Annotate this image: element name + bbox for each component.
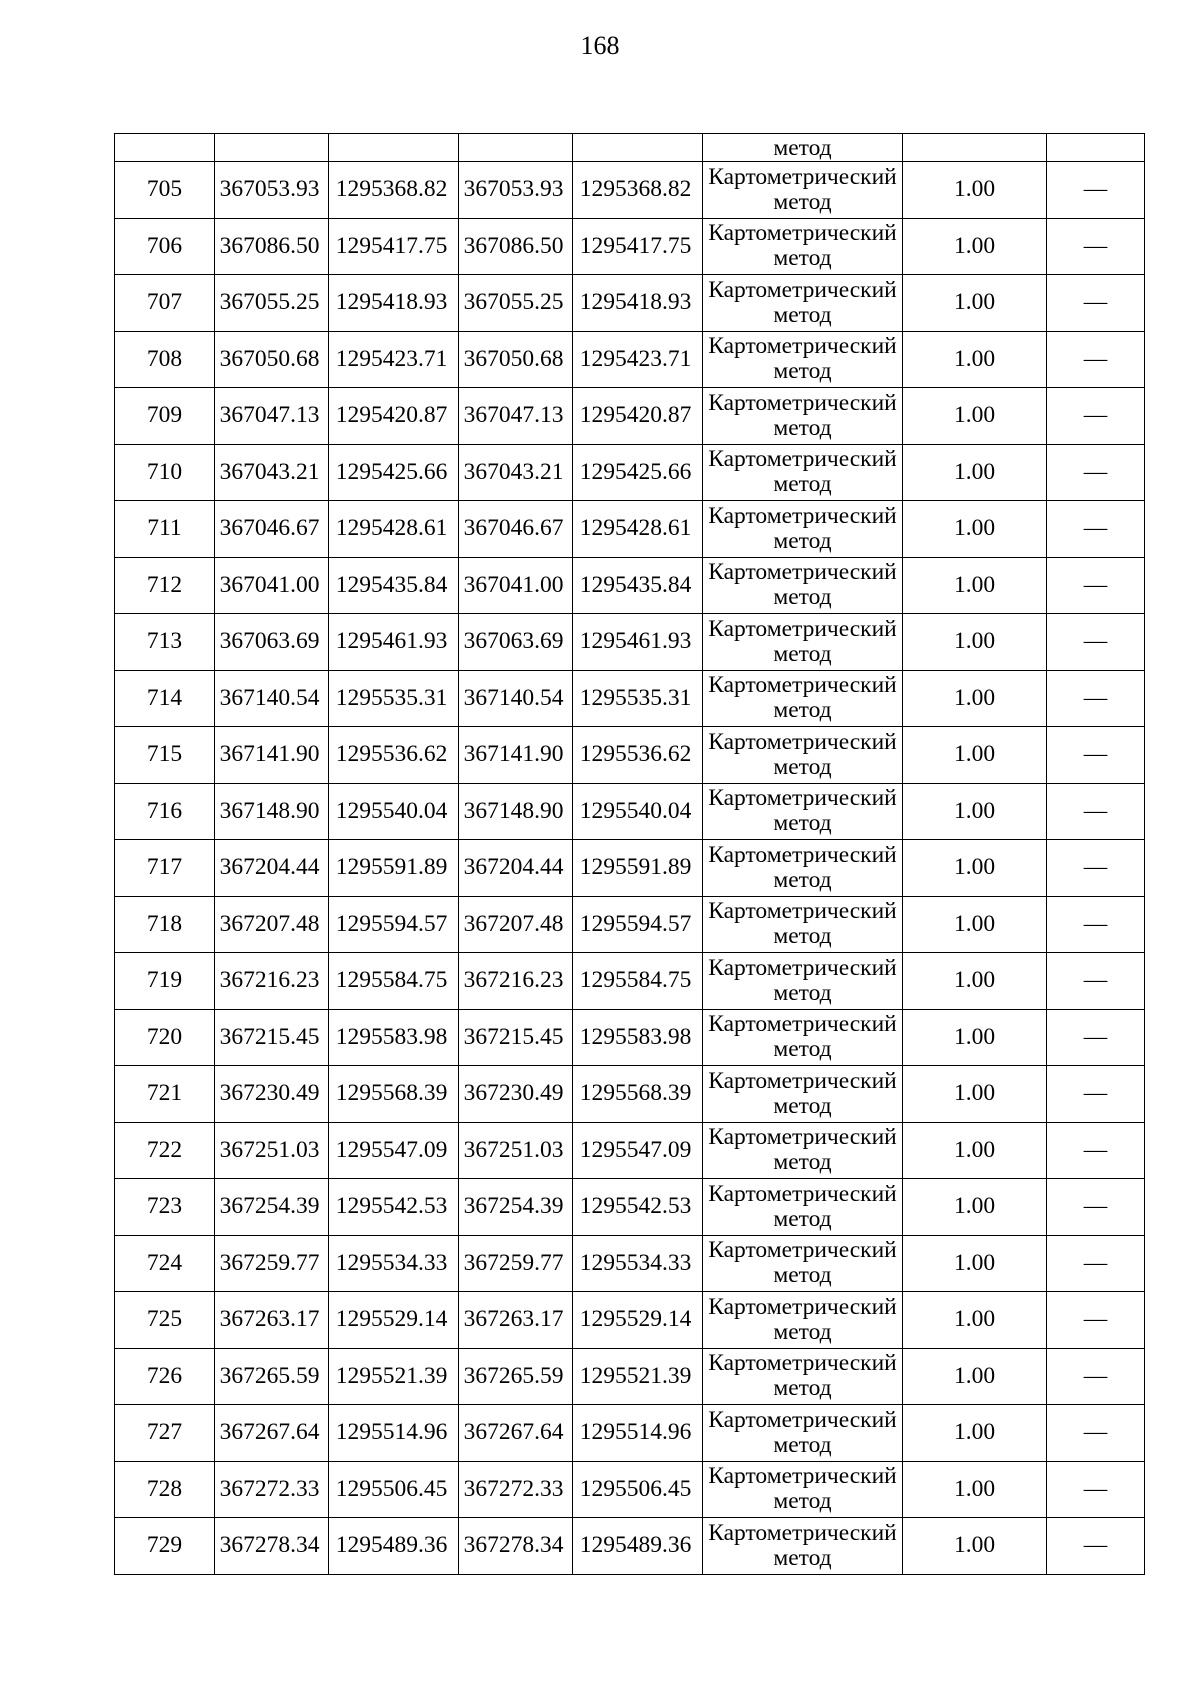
x-existing-cell: 367140.54 — [215, 670, 329, 727]
table-row — [115, 557, 1145, 614]
method-line-1: Картометрический — [708, 785, 897, 812]
method-line-2: метод — [773, 753, 832, 780]
y-new-cell: 1295540.04 — [573, 783, 703, 840]
point-number-cell: 710 — [115, 444, 215, 501]
note-cell: — — [1047, 953, 1145, 1010]
x-existing-cell: 367043.21 — [215, 444, 329, 501]
method-line-1: Картометрический — [708, 1463, 897, 1490]
point-number-cell: 706 — [115, 218, 215, 275]
method-line-1: Картометрический — [708, 559, 897, 586]
point-number-cell: 725 — [115, 1292, 215, 1349]
y-new-cell: 1295417.75 — [573, 218, 703, 275]
note-cell: — — [1047, 275, 1145, 332]
table-row — [115, 275, 1145, 332]
x-new-cell: 367046.67 — [459, 501, 573, 558]
method-line-1: Картометрический — [708, 728, 897, 755]
continuation-row — [115, 134, 1145, 162]
page-number: 168 — [580, 31, 620, 60]
note-cell: — — [1047, 727, 1145, 784]
table-row — [115, 896, 1145, 953]
x-existing-cell: 367047.13 — [215, 388, 329, 445]
x-new-cell: 367207.48 — [459, 896, 573, 953]
x-new-cell: 367263.17 — [459, 1292, 573, 1349]
method-cell — [703, 670, 903, 727]
note-cell: — — [1047, 1235, 1145, 1292]
y-existing-cell: 1295594.57 — [329, 896, 459, 953]
y-existing-cell: 1295506.45 — [329, 1461, 459, 1518]
method-line-1: Картометрический — [708, 389, 897, 416]
y-new-cell: 1295547.09 — [573, 1122, 703, 1179]
y-new-cell: 1295591.89 — [573, 840, 703, 897]
y-new-cell: 1295521.39 — [573, 1348, 703, 1405]
table-cell — [459, 134, 573, 162]
point-number-cell: 715 — [115, 727, 215, 784]
table-cell — [215, 134, 329, 162]
x-new-cell: 367050.68 — [459, 331, 573, 388]
method-cell — [703, 1405, 903, 1462]
method-line-2: метод — [773, 527, 832, 554]
method-cell — [703, 896, 903, 953]
method-cell — [703, 1122, 903, 1179]
x-existing-cell: 367141.90 — [215, 727, 329, 784]
method-cell — [703, 1235, 903, 1292]
table-row — [115, 614, 1145, 671]
table-row — [115, 1518, 1145, 1575]
table-row — [115, 162, 1145, 219]
continuation-method-cell: метод — [703, 134, 903, 162]
method-line-2: метод — [773, 810, 832, 837]
x-existing-cell: 367215.45 — [215, 1009, 329, 1066]
x-existing-cell: 367055.25 — [215, 275, 329, 332]
y-existing-cell: 1295534.33 — [329, 1235, 459, 1292]
table-row — [115, 727, 1145, 784]
y-existing-cell: 1295583.98 — [329, 1009, 459, 1066]
table-row — [115, 388, 1145, 445]
x-existing-cell: 367050.68 — [215, 331, 329, 388]
note-cell: — — [1047, 162, 1145, 219]
x-existing-cell: 367251.03 — [215, 1122, 329, 1179]
y-existing-cell: 1295428.61 — [329, 501, 459, 558]
accuracy-cell: 1.00 — [903, 953, 1047, 1010]
x-new-cell: 367086.50 — [459, 218, 573, 275]
table-cell — [573, 134, 703, 162]
point-number-cell: 720 — [115, 1009, 215, 1066]
accuracy-cell: 1.00 — [903, 1348, 1047, 1405]
method-line-2: метод — [773, 1488, 832, 1515]
note-cell: — — [1047, 614, 1145, 671]
table-row — [115, 783, 1145, 840]
method-line-1: Картометрический — [708, 672, 897, 699]
point-number-cell: 723 — [115, 1179, 215, 1236]
accuracy-cell: 1.00 — [903, 783, 1047, 840]
y-new-cell: 1295514.96 — [573, 1405, 703, 1462]
table-row — [115, 1122, 1145, 1179]
method-cell — [703, 840, 903, 897]
y-new-cell: 1295542.53 — [573, 1179, 703, 1236]
y-new-cell: 1295583.98 — [573, 1009, 703, 1066]
method-cell — [703, 1518, 903, 1575]
note-cell: — — [1047, 896, 1145, 953]
accuracy-cell: 1.00 — [903, 614, 1047, 671]
y-new-cell: 1295506.45 — [573, 1461, 703, 1518]
x-new-cell: 367259.77 — [459, 1235, 573, 1292]
point-number-cell: 729 — [115, 1518, 215, 1575]
method-line-1: Картометрический — [708, 1519, 897, 1546]
x-existing-cell: 367086.50 — [215, 218, 329, 275]
accuracy-cell: 1.00 — [903, 896, 1047, 953]
note-cell: — — [1047, 331, 1145, 388]
y-existing-cell: 1295547.09 — [329, 1122, 459, 1179]
x-new-cell: 367047.13 — [459, 388, 573, 445]
x-existing-cell: 367230.49 — [215, 1066, 329, 1123]
method-cell — [703, 331, 903, 388]
y-existing-cell: 1295535.31 — [329, 670, 459, 727]
y-existing-cell: 1295425.66 — [329, 444, 459, 501]
x-existing-cell: 367148.90 — [215, 783, 329, 840]
x-existing-cell: 367259.77 — [215, 1235, 329, 1292]
method-line-2: метод — [773, 471, 832, 498]
y-existing-cell: 1295418.93 — [329, 275, 459, 332]
x-existing-cell: 367204.44 — [215, 840, 329, 897]
accuracy-cell: 1.00 — [903, 1235, 1047, 1292]
note-cell: — — [1047, 444, 1145, 501]
method-cell — [703, 953, 903, 1010]
method-line-1: Картометрический — [708, 898, 897, 925]
table-cell — [1047, 134, 1145, 162]
y-existing-cell: 1295461.93 — [329, 614, 459, 671]
table-row — [115, 840, 1145, 897]
table-row — [115, 1066, 1145, 1123]
method-line-2: метод — [773, 640, 832, 667]
method-cell — [703, 1292, 903, 1349]
note-cell: — — [1047, 557, 1145, 614]
point-number-cell: 709 — [115, 388, 215, 445]
x-existing-cell: 367265.59 — [215, 1348, 329, 1405]
method-line-1: Картометрический — [708, 220, 897, 247]
point-number-cell: 728 — [115, 1461, 215, 1518]
y-existing-cell: 1295591.89 — [329, 840, 459, 897]
accuracy-cell: 1.00 — [903, 162, 1047, 219]
y-existing-cell: 1295489.36 — [329, 1518, 459, 1575]
point-number-cell: 716 — [115, 783, 215, 840]
table-row — [115, 1235, 1145, 1292]
x-new-cell: 367053.93 — [459, 162, 573, 219]
table-cell — [903, 134, 1047, 162]
point-number-cell: 713 — [115, 614, 215, 671]
y-new-cell: 1295534.33 — [573, 1235, 703, 1292]
x-new-cell: 367278.34 — [459, 1518, 573, 1575]
table-row — [115, 1292, 1145, 1349]
point-number-cell: 721 — [115, 1066, 215, 1123]
method-line-2: метод — [773, 584, 832, 611]
note-cell: — — [1047, 783, 1145, 840]
method-line-1: Картометрический — [708, 1180, 897, 1207]
point-number-cell: 714 — [115, 670, 215, 727]
x-new-cell: 367265.59 — [459, 1348, 573, 1405]
accuracy-cell: 1.00 — [903, 670, 1047, 727]
accuracy-cell: 1.00 — [903, 1292, 1047, 1349]
method-cell — [703, 162, 903, 219]
method-cell — [703, 1066, 903, 1123]
x-existing-cell: 367278.34 — [215, 1518, 329, 1575]
method-line-1: Картометрический — [708, 163, 897, 190]
method-line-2: метод — [773, 358, 832, 385]
y-new-cell: 1295423.71 — [573, 331, 703, 388]
x-new-cell: 367267.64 — [459, 1405, 573, 1462]
method-cell — [703, 1461, 903, 1518]
y-existing-cell: 1295540.04 — [329, 783, 459, 840]
x-existing-cell: 367053.93 — [215, 162, 329, 219]
y-existing-cell: 1295435.84 — [329, 557, 459, 614]
accuracy-cell: 1.00 — [903, 1518, 1047, 1575]
y-new-cell: 1295425.66 — [573, 444, 703, 501]
method-line-2: метод — [773, 188, 832, 215]
accuracy-cell: 1.00 — [903, 557, 1047, 614]
y-existing-cell: 1295584.75 — [329, 953, 459, 1010]
y-new-cell: 1295584.75 — [573, 953, 703, 1010]
method-line-2: метод — [773, 1092, 832, 1119]
method-line-1: Картометрический — [708, 615, 897, 642]
method-line-2: метод — [773, 923, 832, 950]
point-number-cell: 719 — [115, 953, 215, 1010]
table-row — [115, 1179, 1145, 1236]
point-number-cell: 727 — [115, 1405, 215, 1462]
x-new-cell: 367216.23 — [459, 953, 573, 1010]
method-line-1: Картометрический — [708, 1124, 897, 1151]
accuracy-cell: 1.00 — [903, 388, 1047, 445]
accuracy-cell: 1.00 — [903, 501, 1047, 558]
x-new-cell: 367043.21 — [459, 444, 573, 501]
x-existing-cell: 367267.64 — [215, 1405, 329, 1462]
note-cell: — — [1047, 670, 1145, 727]
note-cell: — — [1047, 1066, 1145, 1123]
method-cell — [703, 1348, 903, 1405]
table-row — [115, 1461, 1145, 1518]
y-new-cell: 1295536.62 — [573, 727, 703, 784]
method-line-2: метод — [773, 1375, 832, 1402]
method-line-1: Картометрический — [708, 1406, 897, 1433]
y-existing-cell: 1295521.39 — [329, 1348, 459, 1405]
x-new-cell: 367251.03 — [459, 1122, 573, 1179]
accuracy-cell: 1.00 — [903, 218, 1047, 275]
point-number-cell: 711 — [115, 501, 215, 558]
x-new-cell: 367230.49 — [459, 1066, 573, 1123]
method-line-2: метод — [773, 866, 832, 893]
point-number-cell: 724 — [115, 1235, 215, 1292]
method-cell — [703, 557, 903, 614]
note-cell: — — [1047, 1122, 1145, 1179]
x-new-cell: 367063.69 — [459, 614, 573, 671]
point-number-cell: 717 — [115, 840, 215, 897]
x-new-cell: 367055.25 — [459, 275, 573, 332]
y-new-cell: 1295420.87 — [573, 388, 703, 445]
table-row — [115, 670, 1145, 727]
x-new-cell: 367204.44 — [459, 840, 573, 897]
point-number-cell: 705 — [115, 162, 215, 219]
y-existing-cell: 1295368.82 — [329, 162, 459, 219]
x-existing-cell: 367254.39 — [215, 1179, 329, 1236]
method-cell — [703, 727, 903, 784]
y-new-cell: 1295435.84 — [573, 557, 703, 614]
accuracy-cell: 1.00 — [903, 444, 1047, 501]
table-row — [115, 1348, 1145, 1405]
table-row — [115, 1009, 1145, 1066]
method-line-2: метод — [773, 1205, 832, 1232]
method-line-1: Картометрический — [708, 1293, 897, 1320]
method-line-1: Картометрический — [708, 276, 897, 303]
note-cell: — — [1047, 1292, 1145, 1349]
x-existing-cell: 367272.33 — [215, 1461, 329, 1518]
method-cell — [703, 275, 903, 332]
accuracy-cell: 1.00 — [903, 331, 1047, 388]
method-cell — [703, 783, 903, 840]
note-cell: — — [1047, 1518, 1145, 1575]
note-cell: — — [1047, 840, 1145, 897]
x-new-cell: 367041.00 — [459, 557, 573, 614]
method-cell — [703, 1009, 903, 1066]
y-existing-cell: 1295542.53 — [329, 1179, 459, 1236]
table-row — [115, 331, 1145, 388]
x-existing-cell: 367263.17 — [215, 1292, 329, 1349]
method-line-2: метод — [773, 301, 832, 328]
accuracy-cell: 1.00 — [903, 275, 1047, 332]
coordinates-table — [114, 133, 1145, 1575]
x-new-cell: 367254.39 — [459, 1179, 573, 1236]
point-number-cell: 722 — [115, 1122, 215, 1179]
table-row — [115, 444, 1145, 501]
method-line-2: метод — [773, 1262, 832, 1289]
method-line-2: метод — [773, 1431, 832, 1458]
method-cell — [703, 444, 903, 501]
y-existing-cell: 1295514.96 — [329, 1405, 459, 1462]
x-existing-cell: 367046.67 — [215, 501, 329, 558]
method-line-1: Картометрический — [708, 1237, 897, 1264]
method-cell — [703, 1179, 903, 1236]
note-cell: — — [1047, 1009, 1145, 1066]
method-line-2: метод — [773, 245, 832, 272]
y-existing-cell: 1295420.87 — [329, 388, 459, 445]
method-line-1: Картометрический — [708, 954, 897, 981]
method-line-1: Картометрический — [708, 1067, 897, 1094]
method-line-2: метод — [773, 697, 832, 724]
accuracy-cell: 1.00 — [903, 1461, 1047, 1518]
method-line-2: метод — [773, 1149, 832, 1176]
accuracy-cell: 1.00 — [903, 1122, 1047, 1179]
y-new-cell: 1295428.61 — [573, 501, 703, 558]
x-new-cell: 367272.33 — [459, 1461, 573, 1518]
method-line-2: метод — [773, 979, 832, 1006]
table-row — [115, 1405, 1145, 1462]
point-number-cell: 726 — [115, 1348, 215, 1405]
method-line-1: Картометрический — [708, 1350, 897, 1377]
table-row — [115, 218, 1145, 275]
method-line-1: Картометрический — [708, 841, 897, 868]
method-line-1: Картометрический — [708, 333, 897, 360]
method-cell — [703, 388, 903, 445]
point-number-cell: 718 — [115, 896, 215, 953]
x-existing-cell: 367041.00 — [215, 557, 329, 614]
accuracy-cell: 1.00 — [903, 1009, 1047, 1066]
y-new-cell: 1295568.39 — [573, 1066, 703, 1123]
x-new-cell: 367215.45 — [459, 1009, 573, 1066]
method-line-2: метод — [773, 1036, 832, 1063]
y-existing-cell: 1295536.62 — [329, 727, 459, 784]
table-cell — [329, 134, 459, 162]
note-cell: — — [1047, 1348, 1145, 1405]
table-body — [115, 134, 1145, 1575]
accuracy-cell: 1.00 — [903, 1179, 1047, 1236]
method-cell — [703, 501, 903, 558]
x-existing-cell: 367207.48 — [215, 896, 329, 953]
method-cell — [703, 218, 903, 275]
note-cell: — — [1047, 388, 1145, 445]
note-cell: — — [1047, 218, 1145, 275]
x-existing-cell: 367063.69 — [215, 614, 329, 671]
x-existing-cell: 367216.23 — [215, 953, 329, 1010]
accuracy-cell: 1.00 — [903, 840, 1047, 897]
method-line-1: Картометрический — [708, 502, 897, 529]
table-row — [115, 953, 1145, 1010]
accuracy-cell: 1.00 — [903, 1066, 1047, 1123]
point-number-cell: 708 — [115, 331, 215, 388]
accuracy-cell: 1.00 — [903, 727, 1047, 784]
table-row — [115, 501, 1145, 558]
accuracy-cell: 1.00 — [903, 1405, 1047, 1462]
point-number-cell: 712 — [115, 557, 215, 614]
y-existing-cell: 1295529.14 — [329, 1292, 459, 1349]
point-number-cell: 707 — [115, 275, 215, 332]
y-existing-cell: 1295417.75 — [329, 218, 459, 275]
note-cell: — — [1047, 501, 1145, 558]
y-new-cell: 1295461.93 — [573, 614, 703, 671]
method-line-1: Картометрический — [708, 1011, 897, 1038]
note-cell: — — [1047, 1461, 1145, 1518]
note-cell: — — [1047, 1179, 1145, 1236]
x-new-cell: 367148.90 — [459, 783, 573, 840]
method-line-2: метод — [773, 414, 832, 441]
y-new-cell: 1295489.36 — [573, 1518, 703, 1575]
table-cell — [115, 134, 215, 162]
method-line-2: метод — [773, 1318, 832, 1345]
x-new-cell: 367141.90 — [459, 727, 573, 784]
x-new-cell: 367140.54 — [459, 670, 573, 727]
y-new-cell: 1295368.82 — [573, 162, 703, 219]
y-new-cell: 1295418.93 — [573, 275, 703, 332]
y-new-cell: 1295529.14 — [573, 1292, 703, 1349]
y-existing-cell: 1295423.71 — [329, 331, 459, 388]
y-new-cell: 1295535.31 — [573, 670, 703, 727]
method-line-1: Картометрический — [708, 446, 897, 473]
note-cell: — — [1047, 1405, 1145, 1462]
y-existing-cell: 1295568.39 — [329, 1066, 459, 1123]
y-new-cell: 1295594.57 — [573, 896, 703, 953]
method-line-2: метод — [773, 1544, 832, 1571]
method-cell — [703, 614, 903, 671]
